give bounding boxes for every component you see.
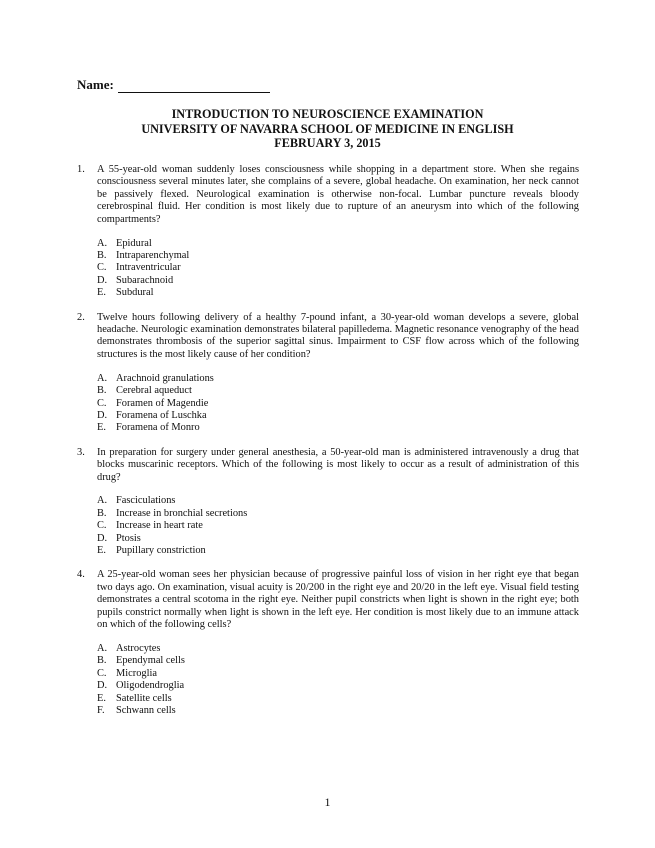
exam-date: FEBRUARY 3, 2015 bbox=[274, 136, 381, 150]
option-letter: D. bbox=[97, 680, 108, 692]
option-letter: A. bbox=[97, 237, 108, 249]
option-text: Microglia bbox=[116, 667, 157, 679]
option-letter: E. bbox=[97, 545, 106, 557]
option-letter: D. bbox=[97, 409, 108, 421]
option-letter: A. bbox=[97, 495, 108, 507]
answer-option bbox=[97, 693, 579, 705]
answer-option bbox=[97, 655, 579, 667]
answer-option bbox=[97, 520, 579, 532]
question-2 bbox=[77, 312, 579, 435]
answer-options bbox=[97, 238, 579, 300]
answer-option bbox=[97, 533, 579, 545]
question-stem: A 55-year-old woman suddenly loses consciousness while shopping in a department store. When she regains consciousness several minutes later, she complains of a severe, global headache. On examination, her neck cannot be passively flexed. Neurological examination is otherwise non-focal. Lumbar puncture reveals bloody cerebrospinal fluid. Her condition is most likely due to rupture of an aneurysm into which of the following compartments? bbox=[97, 164, 579, 225]
option-text: Arachnoid granulations bbox=[116, 372, 214, 384]
exam-header bbox=[0, 107, 655, 151]
option-text: Intraventricular bbox=[116, 262, 181, 274]
option-text: Astrocytes bbox=[116, 643, 161, 654]
name-field bbox=[77, 77, 270, 93]
option-text: Intraparenchymal bbox=[116, 249, 190, 261]
answer-option bbox=[97, 275, 579, 287]
option-letter: B. bbox=[97, 385, 107, 397]
question-stem: A 25-year-old woman sees her physician because of progressive painful loss of vision in her right eye that began two days ago. On examination, visual acuity is 20/200 in the right eye and 20/20 in the left eye. Visual field testing demonstrates a central scotoma in the right eye. Neither pupil constricts when light is shown in the right eye; both pupils constrict normally when light is shown in the left eye. Her condition is most likely due to an immune attack on which of the following cells? bbox=[97, 569, 579, 631]
option-text: Foramena of Monro bbox=[116, 422, 200, 434]
option-letter: C. bbox=[97, 397, 107, 409]
answer-option bbox=[97, 398, 579, 410]
option-letter: B. bbox=[97, 655, 107, 667]
option-letter: B. bbox=[97, 507, 107, 519]
answer-option bbox=[97, 250, 579, 262]
option-letter: D. bbox=[97, 532, 108, 544]
answer-option bbox=[97, 643, 579, 655]
option-text: Schwann cells bbox=[116, 705, 176, 717]
option-text: Increase in bronchial secretions bbox=[116, 507, 248, 519]
option-letter: D. bbox=[97, 274, 108, 286]
answer-option bbox=[97, 680, 579, 692]
answer-options bbox=[97, 373, 579, 435]
option-text: Ependymal cells bbox=[116, 655, 185, 667]
question-number: 2. bbox=[77, 311, 85, 323]
option-letter: A. bbox=[97, 372, 108, 384]
answer-option bbox=[97, 385, 579, 397]
answer-option bbox=[97, 508, 579, 520]
option-letter: A. bbox=[97, 643, 108, 654]
name-blank-line bbox=[118, 80, 270, 93]
question-number: 4. bbox=[77, 569, 85, 581]
option-letter: B. bbox=[97, 249, 107, 261]
question-4 bbox=[77, 569, 579, 717]
school-name: UNIVERSITY OF NAVARRA SCHOOL OF MEDICINE IN ENGLISH bbox=[141, 121, 514, 136]
question-list bbox=[77, 164, 579, 729]
option-text: Ptosis bbox=[116, 532, 141, 544]
question-1 bbox=[77, 164, 579, 300]
option-text: Epidural bbox=[116, 237, 152, 249]
answer-option bbox=[97, 495, 579, 507]
option-text: Fasciculations bbox=[116, 495, 176, 507]
option-text: Oligodendroglia bbox=[116, 680, 185, 692]
answer-options bbox=[97, 495, 579, 557]
option-letter: C. bbox=[97, 262, 107, 274]
answer-option bbox=[97, 668, 579, 680]
question-3 bbox=[77, 447, 579, 558]
exam-title: INTRODUCTION TO NEUROSCIENCE EXAMINATION bbox=[171, 107, 484, 121]
answer-option bbox=[97, 287, 579, 299]
answer-options bbox=[97, 643, 579, 717]
option-text: Foramena of Luschka bbox=[116, 409, 207, 421]
answer-option bbox=[97, 410, 579, 422]
answer-option bbox=[97, 238, 579, 250]
option-text: Foramen of Magendie bbox=[116, 397, 209, 409]
option-letter: E. bbox=[97, 287, 106, 299]
option-letter: C. bbox=[97, 667, 107, 679]
option-text: Satellite cells bbox=[116, 692, 172, 704]
option-text: Subarachnoid bbox=[116, 274, 174, 286]
option-text: Cerebral aqueduct bbox=[116, 385, 192, 397]
question-stem: Twelve hours following delivery of a healthy 7-pound infant, a 30-year-old woman develops a severe, global headache. Neurologic examination demonstrates bilateral papilledema. Magnetic resonance venography of the head demonstrates thrombosis of the superior sagittal sinus. Impairment to CSF flow across which of the following structures is the most likely cause of her condition? bbox=[97, 311, 579, 360]
option-text: Increase in heart rate bbox=[116, 520, 203, 532]
question-number: 1. bbox=[77, 164, 85, 175]
question-number: 3. bbox=[77, 446, 85, 458]
option-letter: F. bbox=[97, 705, 105, 717]
answer-option bbox=[97, 422, 579, 434]
option-text: Pupillary constriction bbox=[116, 545, 206, 557]
answer-option bbox=[97, 545, 579, 557]
name-label: Name: bbox=[77, 77, 114, 92]
answer-option bbox=[97, 705, 579, 717]
option-letter: C. bbox=[97, 520, 107, 532]
question-stem: In preparation for surgery under general anesthesia, a 50-year-old man is administered intravenously a drug that blocks muscarinic receptors. Which of the following is most likely to occur as a result of administration of this drug? bbox=[97, 446, 579, 483]
page-number: 1 bbox=[324, 795, 331, 809]
option-letter: E. bbox=[97, 422, 106, 434]
option-letter: E. bbox=[97, 692, 106, 704]
option-text: Subdural bbox=[116, 287, 154, 299]
answer-option bbox=[97, 373, 579, 385]
answer-option bbox=[97, 262, 579, 274]
